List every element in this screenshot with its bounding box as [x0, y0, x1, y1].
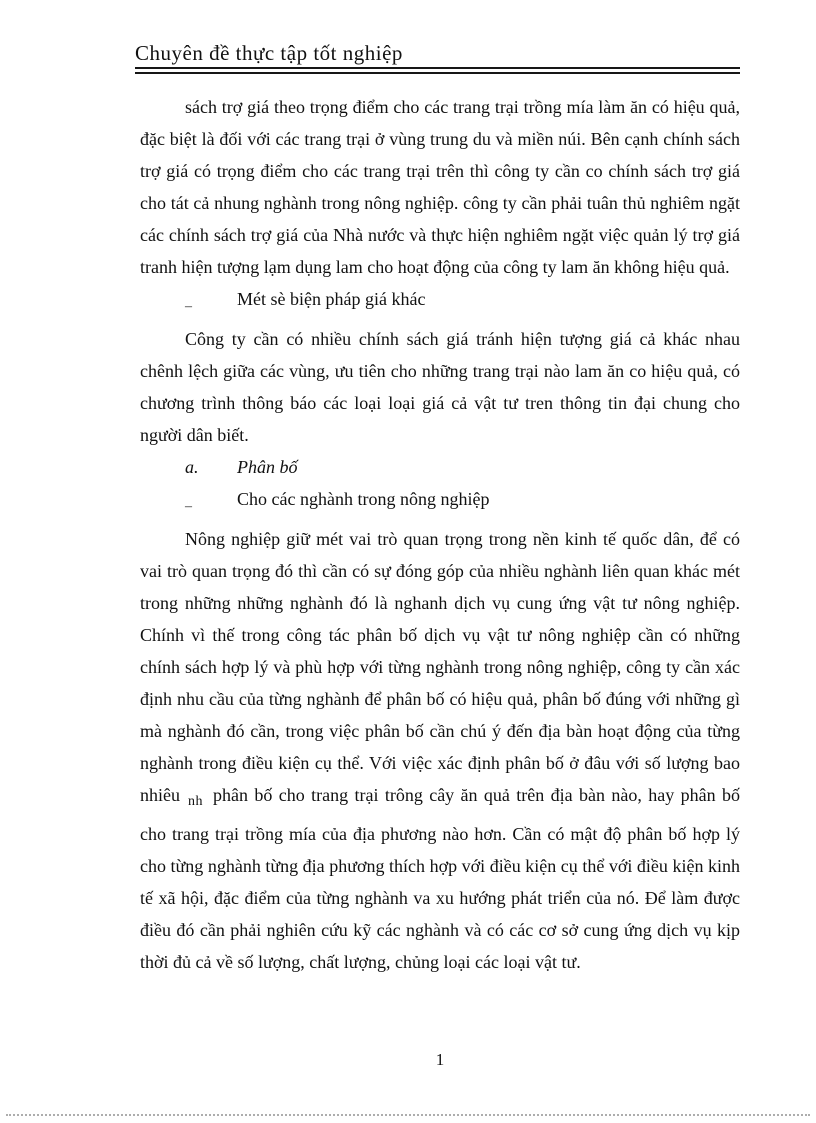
paragraph-3-part1: Nông nghiệp giữ mét vai trò quan trọng trong nền kinh tế quốc dân, để có vai trò quan trọng đó thì cần có sự đóng góp của nhiều nghành liên quan khác mét trong những những nghành đó là nghanh dịch vụ cung ứng vật tư nông nghiệp. Chính vì thế trong công tác phân bố dịch vụ vật tư nông nghiệp cần có những chính sách hợp lý và phù hợp với từng nghành trong nông nghiệp, công ty cần xác định nhu cầu của từng nghành để phân bố có hiệu quả, phân bố đúng với những gì mà nghành đó cần, trong việc phân bố cần chú ý đến địa bàn hoạt động của từng nghành trong điều kiện cụ thể. Với việc xác định phân bố ở đâu với số lượng bao nhiêu: [140, 529, 740, 805]
page-header: [135, 40, 740, 74]
bottom-dotted-line: [6, 1114, 810, 1116]
document-body: [140, 91, 740, 978]
header-title: Chuyên đề thực tập tốt nghiệp: [135, 41, 403, 65]
heading-a-marker: a.: [185, 457, 199, 477]
page-footer: [140, 1050, 740, 1070]
bullet-2-text: Cho các nghành trong nông nghiệp: [237, 489, 490, 509]
bullet-1-text: Mét sè biện pháp giá khác: [237, 289, 426, 309]
heading-a-text: Phân bố: [237, 457, 298, 477]
header-double-rule: [135, 67, 740, 74]
paragraph-1: sách trợ giá theo trọng điểm cho các trang trại trồng mía làm ăn có hiệu quả, đặc biệt là đối với các trang trại ở vùng trung du và miền núi. Bên cạnh chính sách trợ giá có trọng điểm cho các trang trại trên thì công ty cần co chính sách trợ giá cho tát cả nhung nghành trong nông nghiệp. công ty cần phải tuân thủ nghiêm ngặt các chính sách trợ giá của Nhà nước và thực hiện nghiêm ngặt việc quản lý trợ giá tranh hiện tượng lạm dụng lam cho hoạt động của công ty lam ăn không hiệu quả.: [140, 97, 740, 277]
dash-bullet-icon: –: [185, 499, 192, 514]
bullet-item-2: [140, 483, 740, 523]
page-number: 1: [435, 1050, 445, 1069]
paragraph-3: [140, 523, 740, 978]
paragraph-2: Công ty cần có nhiều chính sách giá tránh hiện tượng giá cả khác nhau chênh lệch giữa các vùng, ưu tiên cho những trang trại nào lam ăn co hiệu quả, có chương trình thông báo các loại loại giá cả vật tư tren thông tin đại chung cho người dân biết.: [140, 329, 740, 445]
heading-a: [140, 451, 740, 483]
dash-bullet-icon: –: [185, 299, 192, 314]
bullet-item-1: [140, 283, 740, 323]
paragraph-3-subscript: nh: [188, 794, 203, 809]
paragraph-3-part2: phân bố cho trang trại trông cây ăn quả trên địa bàn nào, hay phân bố cho trang trại trồng mía của địa phương nào hơn. Cần có mật độ phân bố hợp lý cho từng nghành từng địa phương thích hợp với điều kiện cụ thể với điều kiện kinh tế xã hội, đặc điểm của từng nghành va xu hướng phát triển của nó. Để làm được điều đó cần phải nghiên cứu kỹ các nghành và có các cơ sở cung ứng dịch vụ kịp thời đủ cả về số lượng, chất lượng, chủng loại các loại vật tư.: [140, 785, 740, 972]
